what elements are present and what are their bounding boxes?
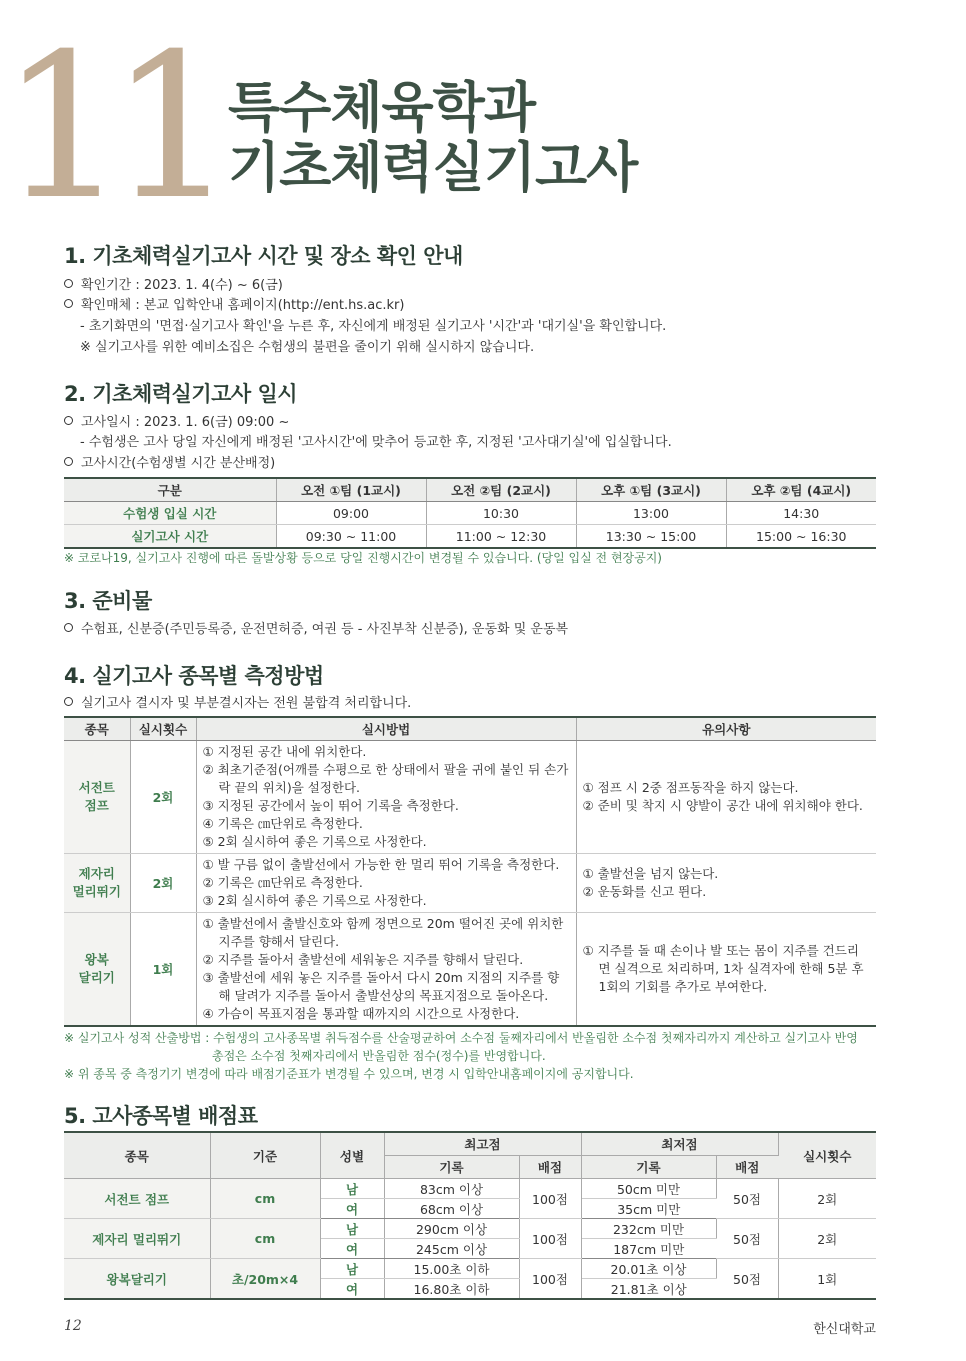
method-cell: ① 출발선에서 출발신호와 함께 정면으로 20m 떨어진 곳에 위치한 지주를 향해서 달린다. ② 지주를 돌아서 출발선에 세워놓은 지주를 향해서 달린다. ③ 출발선에 세워 놓은 지주를 돌아서 다시 20m 지점의 지주를 향해 달려가 지주를 돌아서 출발선상의 목표지점으로 돌아온다. ④ 가슴이 목표지점을 통과할 때까지의 시간으로 사정한다. xyxy=(196,913,576,1027)
chapter-number: 11 xyxy=(0,11,219,244)
university-name: 한신대학교 xyxy=(813,1322,876,1337)
table-header-row xyxy=(64,478,876,502)
table-header-cell: 실시횟수 xyxy=(130,717,196,741)
table-cell: 20.01초 이상 xyxy=(581,1259,716,1279)
table-header-cell: 오전 ①팀 (1교시) xyxy=(276,478,426,502)
table-row xyxy=(64,1219,876,1239)
circle-bullet-icon xyxy=(64,299,73,308)
table-header-cell: 오후 ②팀 (4교시) xyxy=(726,478,876,502)
table-cell: 2회 xyxy=(778,1179,876,1219)
table-header-row xyxy=(64,1132,876,1156)
section5-heading: 5. 고사종목별 배점표 xyxy=(64,1104,258,1128)
caution-cell: ① 지주를 돌 때 손이나 발 또는 몸이 지주를 건드리면 실격으로 처리하며, 1차 실격자에 한해 5분 후 1회의 기회를 추가로 부여한다. xyxy=(576,913,876,1027)
section1-heading: 1. 기초체력실기고사 시간 및 장소 확인 안내 xyxy=(64,244,463,268)
section4-heading: 4. 실기고사 종목별 측정방법 xyxy=(64,664,324,688)
circle-bullet-icon xyxy=(64,416,73,425)
table-header-cell: 종목 xyxy=(64,1132,210,1179)
section2-line: 고사일시 : 2023. 1. 6(금) 09:00 ~ xyxy=(64,413,289,433)
page-title xyxy=(228,78,637,198)
table-cell: 2회 xyxy=(778,1219,876,1259)
table-header-cell: 구분 xyxy=(64,478,276,502)
table-header-cell: 기준 xyxy=(210,1132,320,1179)
table-cell: 100점 xyxy=(519,1179,581,1219)
count-cell: 1회 xyxy=(130,913,196,1027)
section1-line: - 초기화면의 '면접·실기고사 확인'을 누른 후, 자신에게 배정된 실기고사 '시간'과 '대기실'을 확인합니다. xyxy=(80,319,667,334)
table-cell: 실기고사 시간 xyxy=(64,525,276,549)
table-cell: 초/20m×4 xyxy=(210,1259,320,1300)
table-cell: 50점 xyxy=(716,1259,778,1300)
table-header-cell: 최저점 xyxy=(581,1132,778,1156)
table-cell: 50점 xyxy=(716,1219,778,1259)
table-cell: 남 xyxy=(320,1259,384,1279)
table-cell: 290cm 이상 xyxy=(384,1219,519,1239)
table-row xyxy=(64,502,876,525)
table-header-cell: 최고점 xyxy=(384,1132,581,1156)
section1-line: 확인기간 : 2023. 1. 4(수) ~ 6(금) xyxy=(64,276,283,296)
table-cell: 232cm 미만 xyxy=(581,1219,716,1239)
table-cell: 서전트 점프 xyxy=(64,1179,210,1219)
table-row xyxy=(64,741,876,854)
table-cell: 35cm 미만 xyxy=(581,1199,716,1219)
schedule-table xyxy=(64,477,876,549)
section4-note: ※ 위 종목 중 측정기기 변경에 따라 배점기준표가 변경될 수 있으며, 변경 시 입학안내홈페이지에 공지합니다. xyxy=(64,1067,634,1081)
page-number: 12 xyxy=(64,1318,82,1334)
table-cell: 여 xyxy=(320,1279,384,1300)
count-cell: 2회 xyxy=(130,741,196,854)
table-cell: 왕복달리기 xyxy=(64,1259,210,1300)
table-cell: 1회 xyxy=(778,1259,876,1300)
caution-cell: ① 점프 시 2중 점프동작을 하지 않는다. ② 준비 및 착지 시 양발이 공간 내에 위치해야 한다. xyxy=(576,741,876,854)
section4-note: ※ 실기고사 성적 산출방법 : 수험생의 고사종목별 취득점수를 산술평균하여 소수점 둘째자리에서 반올림한 소수점 첫째자리까지 계산하고 실기고사 반영 xyxy=(64,1031,858,1045)
table-cell: cm xyxy=(210,1179,320,1219)
table-cell: 14:30 xyxy=(726,502,876,525)
table-cell: 11:00 ~ 12:30 xyxy=(426,525,576,549)
table-cell: 여 xyxy=(320,1239,384,1259)
page-title-line1: 특수체육학과 xyxy=(228,76,535,139)
table-cell: 16.80초 이하 xyxy=(384,1279,519,1300)
table-cell: 15.00초 이하 xyxy=(384,1259,519,1279)
table-cell: cm xyxy=(210,1219,320,1259)
section2-line: - 수험생은 고사 당일 자신에게 배정된 '고사시간'에 맞추어 등교한 후, 지정된 '고사대기실'에 입실합니다. xyxy=(80,435,672,450)
table-header-cell: 종목 xyxy=(64,717,130,741)
table-header-cell: 배점 xyxy=(716,1156,778,1179)
method-cell: ① 발 구름 없이 출발선에서 가능한 한 멀리 뛰어 기록을 측정한다. ② 기록은 ㎝단위로 측정한다. ③ 2회 실시하여 좋은 기록으로 사정한다. xyxy=(196,854,576,913)
circle-bullet-icon xyxy=(64,697,73,706)
table-cell: 187cm 미만 xyxy=(581,1239,716,1259)
method-cell: ① 지정된 공간 내에 위치한다. ② 최초기준점(어깨를 수평으로 한 상태에서 팔을 귀에 붙인 뒤 손가락 끝의 위치)을 설정한다. ③ 지정된 공간에서 높이 뛰어 기록을 측정한다. ④ 기록은 ㎝단위로 측정한다. ⑤ 2회 실시하여 좋은 기록으로 사정한다. xyxy=(196,741,576,854)
table-cell: 68cm 이상 xyxy=(384,1199,519,1219)
table-cell: 남 xyxy=(320,1219,384,1239)
table-cell: 09:00 xyxy=(276,502,426,525)
table-cell: 수험생 입실 시간 xyxy=(64,502,276,525)
section4-note: 총점은 소수점 첫째자리에서 반올림한 점수(정수)를 반영합니다. xyxy=(212,1049,546,1063)
table-header-cell: 기록 xyxy=(581,1156,716,1179)
table-header-cell: 오후 ①팀 (3교시) xyxy=(576,478,726,502)
event-cell: 서전트 점프 xyxy=(64,741,130,854)
table-cell: 50점 xyxy=(716,1179,778,1219)
table-header-cell: 유의사항 xyxy=(576,717,876,741)
circle-bullet-icon xyxy=(64,457,73,466)
caution-cell: ① 출발선을 넘지 않는다. ② 운동화를 신고 뛴다. xyxy=(576,854,876,913)
circle-bullet-icon xyxy=(64,623,73,632)
table-header-row xyxy=(64,717,876,741)
table-cell: 남 xyxy=(320,1179,384,1199)
section1-line: ※ 실기고사를 위한 예비소집은 수험생의 불편을 줄이기 위해 실시하지 않습니다. xyxy=(80,340,535,355)
table-cell: 83cm 이상 xyxy=(384,1179,519,1199)
table-header-cell: 실시횟수 xyxy=(778,1132,876,1179)
table-row xyxy=(64,854,876,913)
table-cell: 제자리 멀리뛰기 xyxy=(64,1219,210,1259)
table-row xyxy=(64,1179,876,1199)
table-header-cell: 실시방법 xyxy=(196,717,576,741)
method-table xyxy=(64,716,876,1027)
table-cell: 245cm 이상 xyxy=(384,1239,519,1259)
table-row xyxy=(64,1259,876,1279)
table-cell: 21.81초 이상 xyxy=(581,1279,716,1300)
count-cell: 2회 xyxy=(130,854,196,913)
section2-heading: 2. 기초체력실기고사 일시 xyxy=(64,382,298,406)
section2-note: ※ 코로나19, 실기고사 진행에 따른 돌발상황 등으로 당일 진행시간이 변경될 수 있습니다. (당일 입실 전 현장공지) xyxy=(64,551,662,565)
table-cell: 13:00 xyxy=(576,502,726,525)
table-row xyxy=(64,913,876,1027)
table-cell: 100점 xyxy=(519,1219,581,1259)
event-cell: 제자리 멀리뛰기 xyxy=(64,854,130,913)
event-cell: 왕복 달리기 xyxy=(64,913,130,1027)
table-header-cell: 오전 ②팀 (2교시) xyxy=(426,478,576,502)
section3-line: 수험표, 신분증(주민등록증, 운전면허증, 여권 등 - 사진부착 신분증), 운동화 및 운동복 xyxy=(64,620,568,640)
circle-bullet-icon xyxy=(64,279,73,288)
section3-heading: 3. 준비물 xyxy=(64,589,152,613)
table-cell: 09:30 ~ 11:00 xyxy=(276,525,426,549)
table-cell: 10:30 xyxy=(426,502,576,525)
table-cell: 13:30 ~ 15:00 xyxy=(576,525,726,549)
table-header-cell: 성별 xyxy=(320,1132,384,1179)
section4-line: 실기고사 결시자 및 부분결시자는 전원 불합격 처리합니다. xyxy=(64,694,411,714)
table-cell: 15:00 ~ 16:30 xyxy=(726,525,876,549)
page-title-line2: 기초체력실기고사 xyxy=(228,136,638,199)
score-table xyxy=(64,1131,876,1300)
section2-line: 고사시간(수험생별 시간 분산배정) xyxy=(64,454,275,474)
table-header-cell: 배점 xyxy=(519,1156,581,1179)
table-cell: 50cm 미만 xyxy=(581,1179,716,1199)
table-cell: 100점 xyxy=(519,1259,581,1300)
table-row xyxy=(64,525,876,549)
table-cell: 여 xyxy=(320,1199,384,1219)
table-header-cell: 기록 xyxy=(384,1156,519,1179)
section1-line: 확인매체 : 본교 입학안내 홈페이지(http://ent.hs.ac.kr) xyxy=(64,296,404,316)
